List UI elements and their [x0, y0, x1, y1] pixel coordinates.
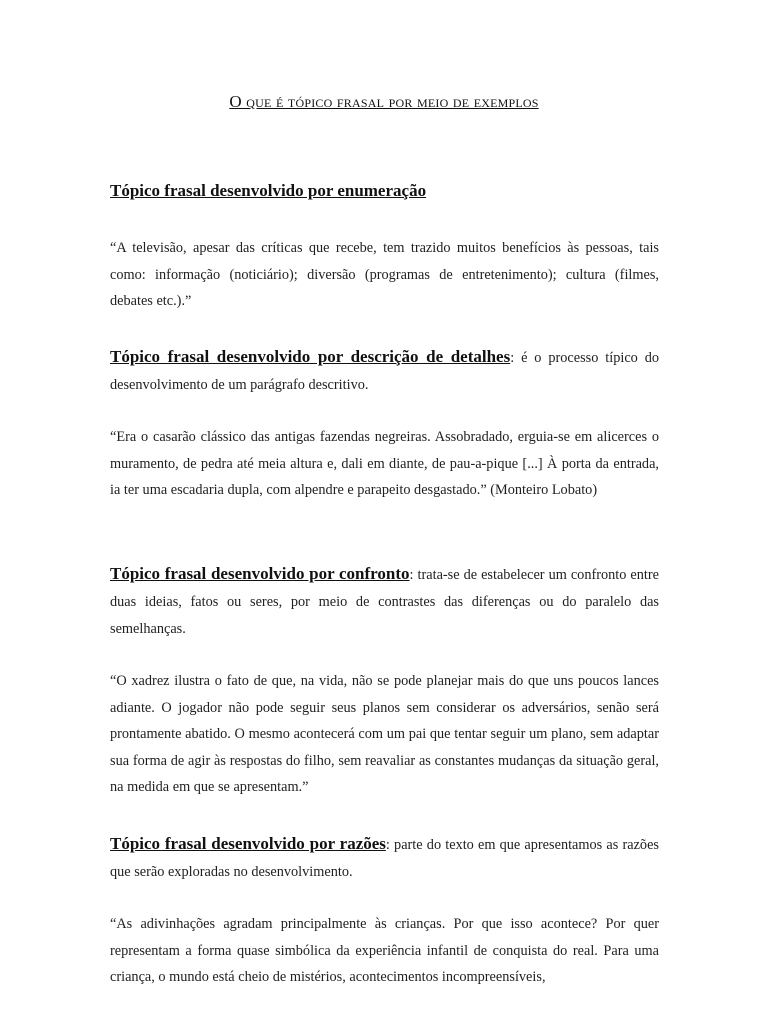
example-paragraph-enumeracao: “A televisão, apesar das críticas que recebe, tem trazido muitos benefícios às pessoas, tais como: informação (noticiário); diversão (programas de entretenimento); cultura (filmes, debates etc.).”: [110, 240, 659, 309]
example-paragraph-descricao: “Era o casarão clássico das antigas fazendas negreiras. Assobradado, erguia-se em alicerces o muramento, de pedra até meia altura e, dali em diante, de pau-a-pique [...] À porta da entrada, ia ter uma escadaria dupla, com alpendre e parapeito desgastado.” (Monteiro Lobato): [110, 429, 659, 498]
section-paragraph-descricao: [110, 343, 659, 399]
section-heading-descricao: Tópico frasal desenvolvido por descrição de detalhes: [110, 347, 511, 366]
section-intro-razoes: : parte do texto em que apresentamos as razões que serão exploradas no desenvolvimento.: [110, 837, 659, 880]
section-heading-confronto: Tópico frasal desenvolvido por confronto: [110, 564, 410, 583]
section-paragraph-razoes: [110, 830, 659, 886]
example-paragraph-confronto: “O xadrez ilustra o fato de que, na vida, não se pode planejar mais do que uns poucos lances adiante. O jogador não pode seguir seus planos sem considerar os adversários, senão será prontamente abatido. O mesmo acontecerá com um pai que tentar seguir um plano, sem adaptar sua forma de agir às respostas do filho, sem reavaliar as constantes mudanças da situação geral, na medida em que se apresentam.”: [110, 673, 659, 795]
section-intro-descricao: : é o processo típico do desenvolvimento de um parágrafo descritivo.: [110, 350, 660, 393]
section-intro-confronto: : trata-se de estabelecer um confronto entre duas ideias, fatos ou seres, por meio de contrastes das diferenças ou do paralelo das semelhanças.: [110, 567, 659, 637]
page-title: O que é tópico frasal por meio de exemplos: [229, 92, 539, 111]
example-paragraph-razoes: “As adivinhações agradam principalmente às crianças. Por que isso acontece? Por quer representam a forma quase simbólica da experiência infantil de conquista do real. Para uma criança, o mundo está cheio de mistérios, acontecimentos incompreensíveis,: [110, 916, 659, 985]
section-heading-text: Tópico frasal desenvolvido por enumeração: [110, 181, 427, 200]
section-heading-enumeracao: [110, 181, 659, 201]
section-paragraph-confronto: [110, 560, 659, 643]
section-heading-razoes: Tópico frasal desenvolvido por razões: [110, 834, 386, 853]
